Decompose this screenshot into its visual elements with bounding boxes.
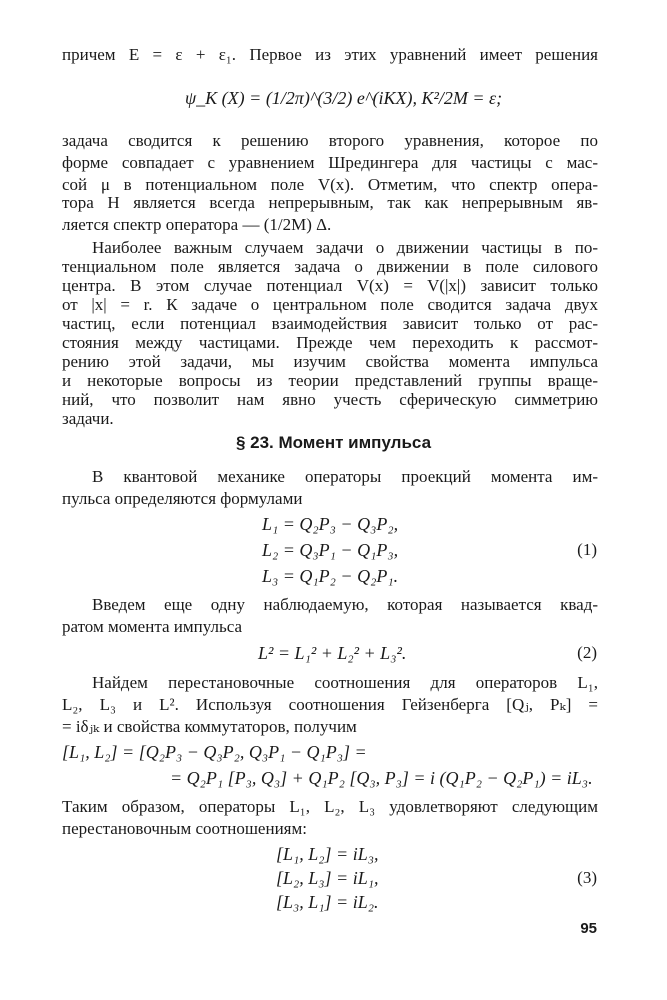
equation-line: L₂ = Q₃P₁ − Q₁P₃,: [262, 540, 399, 560]
text-line: задача сводится к решению второго уравнения, которое по: [62, 131, 598, 150]
equation-line: [L₂, L₃] = iL₁,: [276, 868, 379, 888]
text-line: Введем еще одну наблюдаемую, которая называется квад-: [92, 595, 598, 614]
page-number: 95: [580, 920, 597, 937]
text-line: рению этой задачи, мы изучим свойства момента импульса: [62, 352, 598, 371]
text-line: от |x| = r. К задаче о центральном поле сводится задача двух: [62, 295, 598, 314]
equation-line: L₁ = Q₂P₃ − Q₃P₂,: [262, 514, 399, 534]
equation-line: = Q₂P₁ [P₃, Q₃] + Q₁P₂ [Q₃, P₃] = i (Q₁P₂ − Q₂P₁) = iL₃.: [170, 768, 593, 788]
text-line: перестановочным соотношениям:: [62, 819, 307, 838]
text-line: форме совпадает с уравнением Шредингера для частицы с мас-: [62, 153, 598, 172]
text-line: задачи.: [62, 409, 114, 428]
text-line: Найдем перестановочные соотношения для операторов L₁,: [92, 673, 598, 692]
equation-line: [L₁, L₂] = iL₃,: [276, 844, 379, 864]
text-line: тора H является всегда непрерывным, так как непрерывным яв-: [62, 193, 598, 212]
equation-line: L² = L₁² + L₂² + L₃².: [258, 643, 407, 663]
text-line: L₂, L₃ и L². Используя соотношения Гейзенберга [Qⱼ, Pₖ] =: [62, 695, 598, 714]
equation-number: (2): [577, 643, 597, 662]
text-line: причем E = ε + ε₁. Первое из этих уравнений имеет решения: [62, 45, 598, 64]
equation-number: (3): [577, 868, 597, 887]
text-line: стояния между частицами. Прежде чем переходить к рассмот-: [62, 333, 598, 352]
text-line: = iδⱼₖ и свойства коммутаторов, получим: [62, 717, 357, 736]
text-line: Наиболее важным случаем задачи о движении частицы в по-: [92, 238, 598, 257]
text-line: сой μ в потенциальном поле V(x). Отметим, что спектр опера-: [62, 175, 598, 194]
text-line: ратом момента импульса: [62, 617, 243, 636]
text-line: Таким образом, операторы L₁, L₂, L₃ удовлетворяют следующим: [62, 797, 598, 816]
text-line: и некоторые вопросы из теории представлений группы враще-: [62, 371, 598, 390]
text-line: центра. В этом случае потенциал V(x) = V(|x|) зависит только: [62, 276, 598, 295]
section-heading: § 23. Момент импульса: [235, 433, 432, 452]
text-line: тенциальном поле является задача о движении в поле силового: [62, 257, 598, 276]
text-line: В квантовой механике операторы проекций момента им-: [92, 467, 598, 486]
text-line: пульса определяются формулами: [62, 489, 303, 508]
text-line: ний, что позволит нам явно учесть сферическую симметрию: [62, 390, 598, 409]
equation-line: L₃ = Q₁P₂ − Q₂P₁.: [262, 566, 399, 586]
equation-line: [L₃, L₁] = iL₂.: [276, 892, 379, 912]
text-line: частиц, если потенциал взаимодействия зависит только от рас-: [62, 314, 598, 333]
equation-psi: ψ_K (X) = (1/2π)^(3/2) e^(iKX), K²/2M = ε;: [185, 88, 503, 108]
equation-line: [L₁, L₂] = [Q₂P₃ − Q₃P₂, Q₃P₁ − Q₁P₃] =: [62, 742, 367, 762]
equation-number: (1): [577, 540, 597, 559]
text-line: ляется спектр оператора — (1/2M) Δ.: [62, 215, 332, 234]
